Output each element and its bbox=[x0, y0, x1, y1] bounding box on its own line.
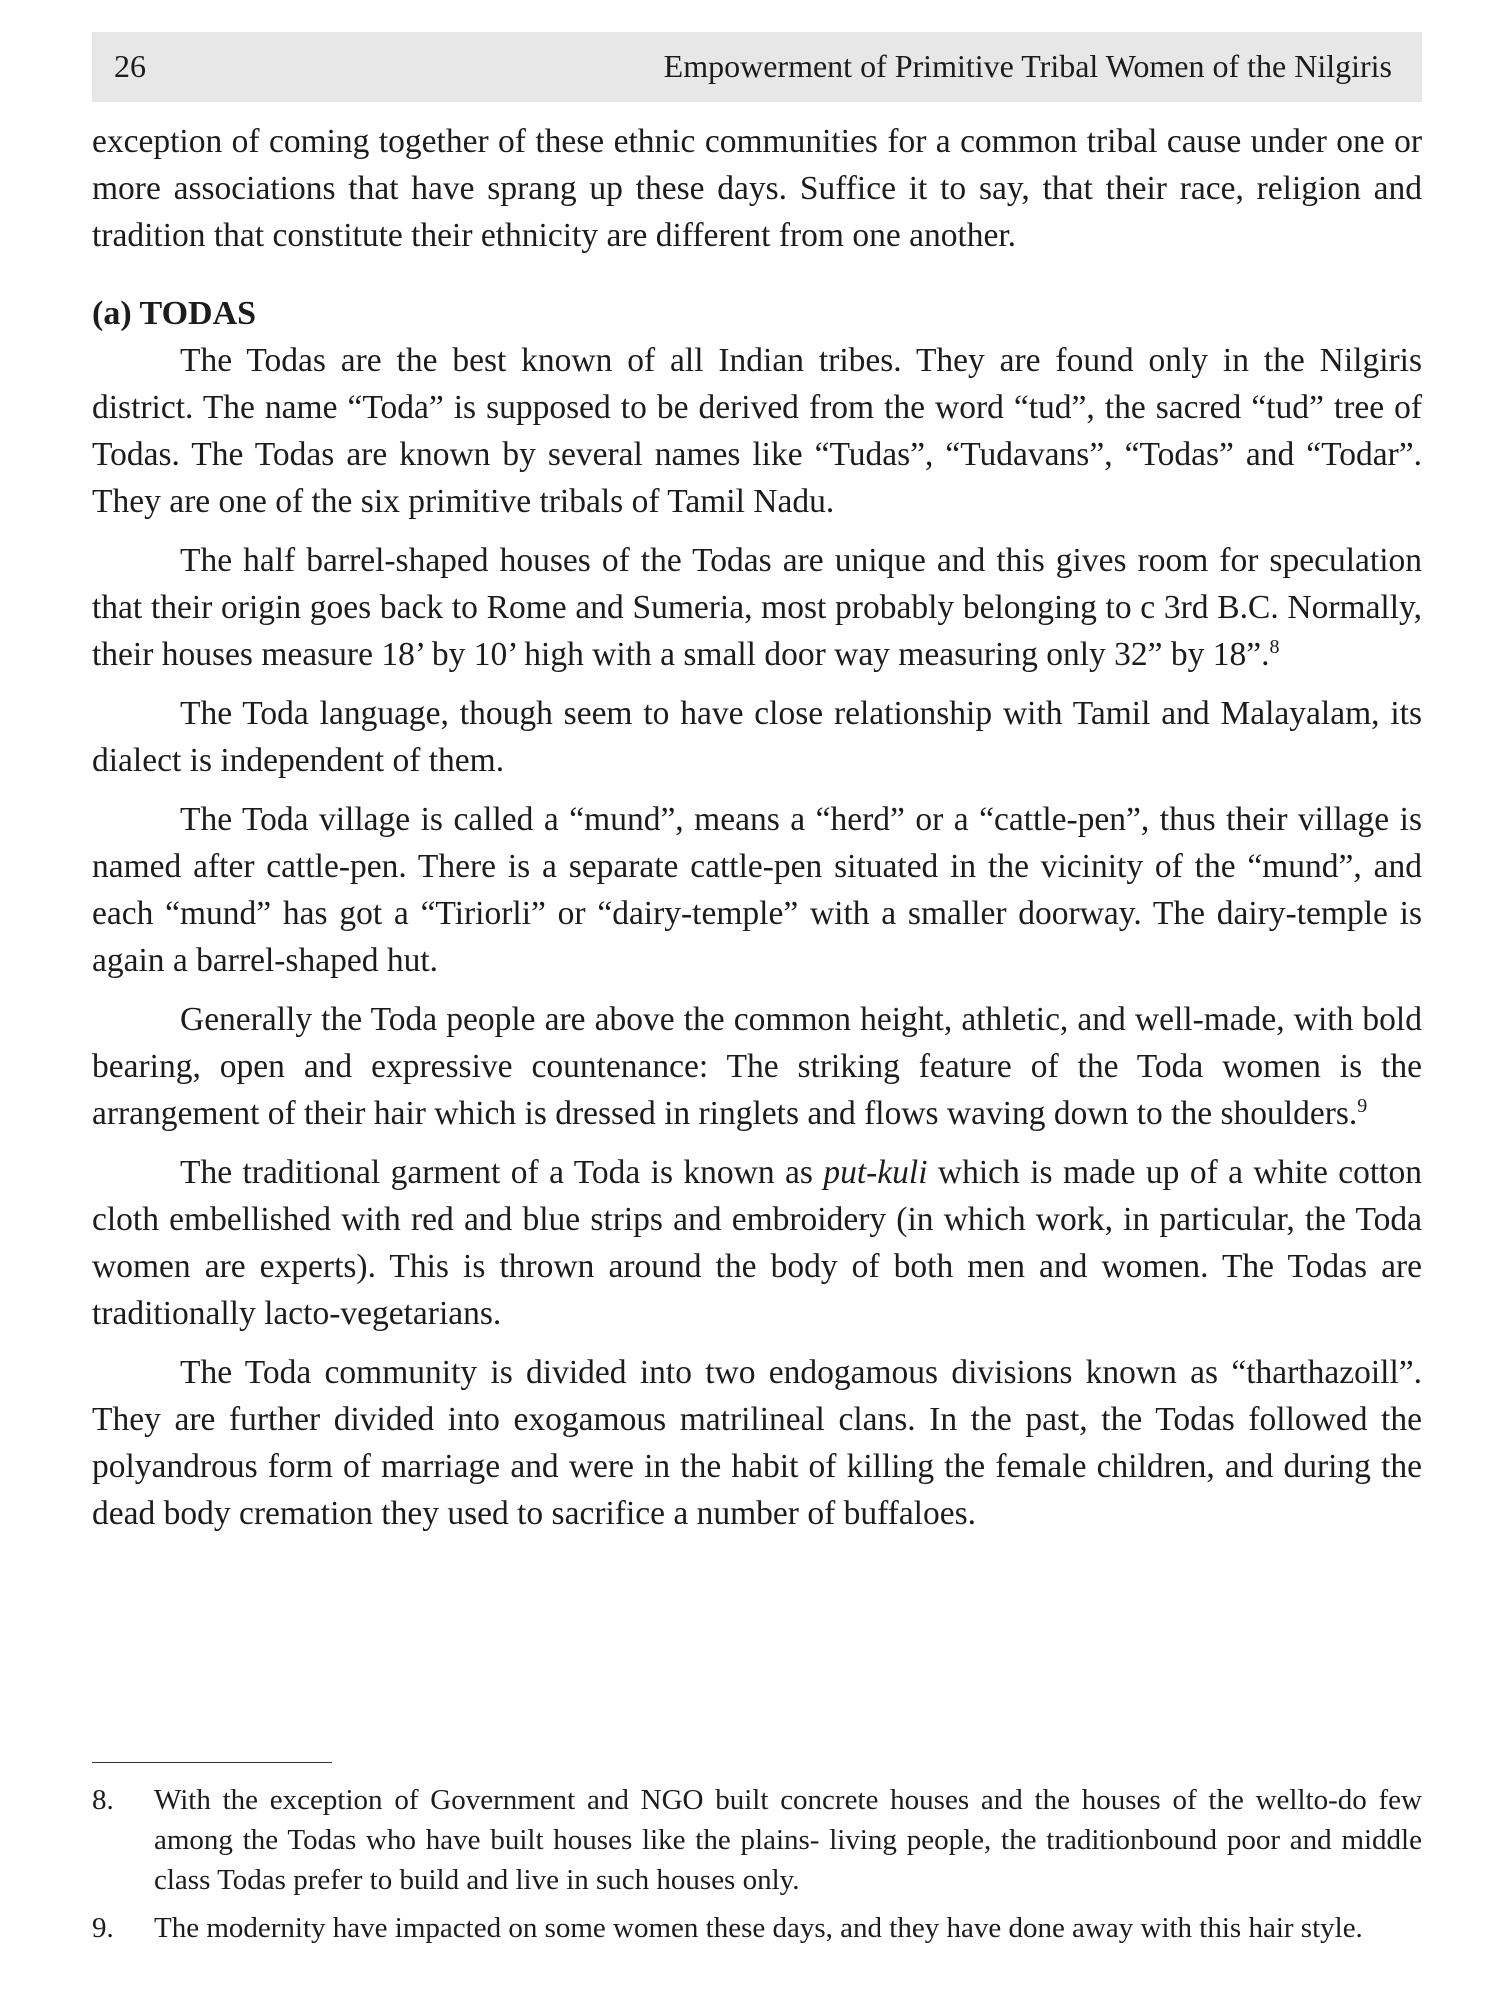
paragraph-4: The Toda village is called a “mund”, means a “herd” or a “cattle-pen”, thus their village is named after cattle-pen. There is a separate cattle-pen situated in the vicinity of the “mund”, and each “mund” has got a “Tiriorli” or “dairy-temple” with a smaller doorway. The dairy-temple is again a barrel-shaped hut. bbox=[92, 801, 1422, 979]
footnote-9 bbox=[92, 1908, 1422, 1948]
paragraph-5-text: Generally the Toda people are above the common height, athletic, and well-made, with bold bearing, open and expressive countenance: The striking feature of the Toda women is the arrangement of their hair which is dressed in ringlets and flows waving down to the shoulders. bbox=[92, 1001, 1422, 1132]
footnote-divider bbox=[92, 1762, 332, 1763]
intro-paragraph: exception of coming together of these ethnic communities for a common tribal cause under one or more associations that have sprang up these days. Suffice it to say, that their race, religion and tradition that constitute their ethnicity are different from one another. bbox=[92, 123, 1422, 254]
footnote-text: The modernity have impacted on some women these days, and they have done away with this hair style. bbox=[154, 1912, 1363, 1944]
paragraph-1: The Todas are the best known of all Indian tribes. They are found only in the Nilgiris district. The name “Toda” is supposed to be derived from the word “tud”, the sacred “tud” tree of Todas. The Todas are known by several names like “Tudas”, “Tudavans”, “Todas” and “Todar”. They are one of the six primitive tribals of Tamil Nadu. bbox=[92, 342, 1422, 520]
footnote-number: 9. bbox=[92, 1912, 114, 1944]
paragraph-2-text: The half barrel-shaped houses of the Todas are unique and this gives room for speculation that their origin goes back to Rome and Sumeria, most probably belonging to c 3rd B.C. Normally, their houses measure 18’ by 10’ high with a small door way measuring only 32” by 18”. bbox=[92, 542, 1422, 673]
paragraph-6-text-a: The traditional garment of a Toda is known as bbox=[180, 1154, 824, 1191]
paragraph-7: The Toda community is divided into two endogamous divisions known as “tharthazoill”. They are further divided into exogamous matrilineal clans. In the past, the Todas followed the polyandrous form of marriage and were in the habit of killing the female children, and during the dead body cremation they used to sacrifice a number of buffaloes. bbox=[92, 1354, 1422, 1532]
paragraph-5 bbox=[92, 996, 1422, 1137]
page-number: 26 bbox=[114, 48, 146, 84]
footnotes bbox=[92, 1780, 1422, 1956]
section-heading: (a) TODAS bbox=[92, 295, 257, 332]
footnote-ref-9[interactable]: 9 bbox=[1357, 1094, 1368, 1117]
paragraph-6-text-b: which is made up of a white cotton cloth embellished with red and blue strips and embroidery (in which work, in particular, the Toda women are experts). This is thrown around the body of both men and women. The Todas are traditionally lacto-vegetarians. bbox=[92, 1154, 1422, 1332]
running-title: Empowerment of Primitive Tribal Women of the Nilgiris bbox=[663, 48, 1392, 84]
footnote-number: 8. bbox=[92, 1784, 114, 1816]
paragraph-6 bbox=[92, 1149, 1422, 1337]
footnote-8 bbox=[92, 1780, 1422, 1900]
put-kuli-term: put-kuli bbox=[823, 1154, 928, 1191]
page-header bbox=[92, 32, 1422, 102]
footnote-ref-8[interactable]: 8 bbox=[1269, 635, 1280, 658]
footnote-text: With the exception of Government and NGO built concrete houses and the houses of the wellto-do few among the Todas who have built houses like the plains- living people, the traditionbound poor and middle class Todas prefer to build and live in such houses only. bbox=[154, 1784, 1422, 1896]
paragraph-3: The Toda language, though seem to have close relationship with Tamil and Malayalam, its dialect is independent of them. bbox=[92, 695, 1422, 779]
page-body bbox=[92, 118, 1422, 1549]
paragraph-2 bbox=[92, 537, 1422, 678]
